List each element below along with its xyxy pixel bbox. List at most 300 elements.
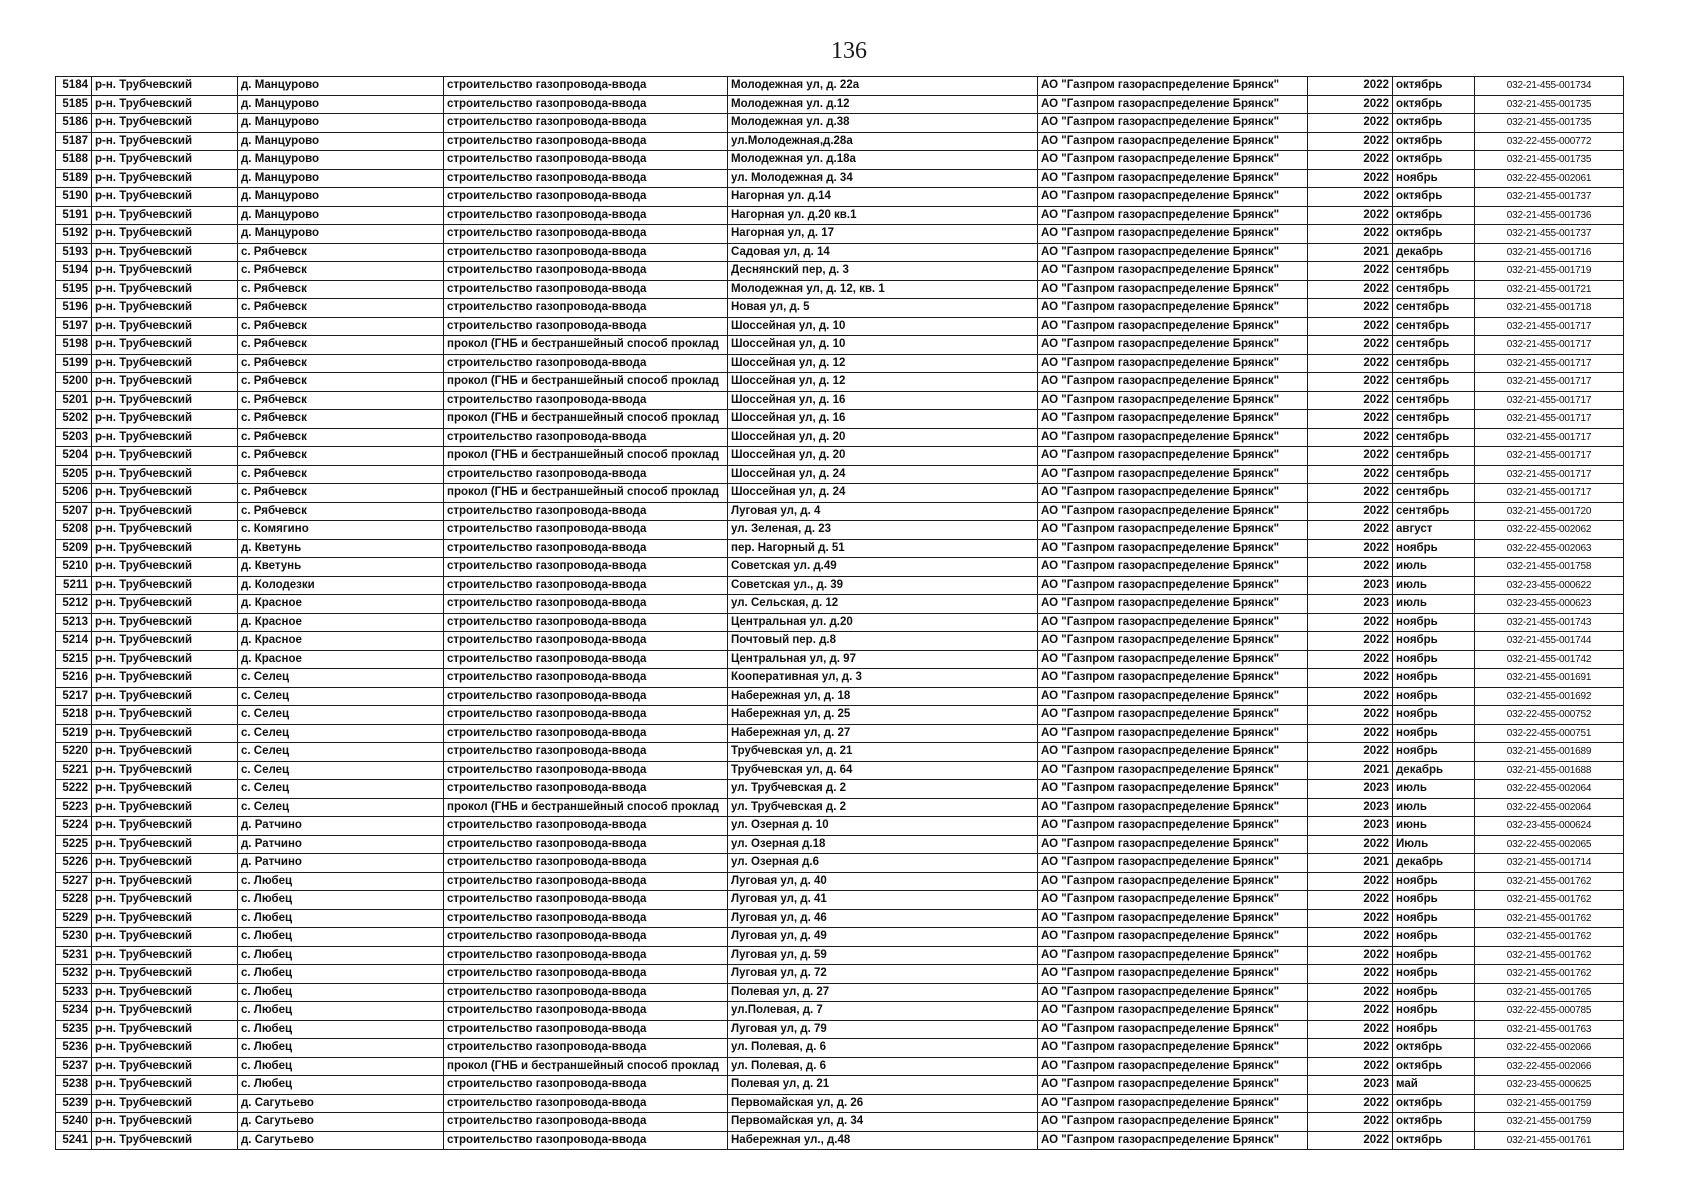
registry-code-cell: 032-21-455-001735 [1475, 95, 1624, 114]
table-row [56, 465, 1624, 484]
month-cell: октябрь [1393, 1057, 1475, 1076]
month-cell: ноябрь [1393, 1002, 1475, 1021]
month-cell: октябрь [1393, 1094, 1475, 1113]
address-cell: Молодежная ул. д.38 [728, 114, 1038, 133]
locality-cell: с. Любец [238, 965, 444, 984]
work-type-cell: строительство газопровода-ввода [444, 817, 728, 836]
district-cell: р-н. Трубчевский [92, 835, 238, 854]
locality-cell: с. Рябчевск [238, 280, 444, 299]
month-cell: июль [1393, 576, 1475, 595]
work-type-cell: строительство газопровода-ввода [444, 188, 728, 207]
address-cell: Шоссейная ул, д. 20 [728, 447, 1038, 466]
registry-code-cell: 032-21-455-001736 [1475, 206, 1624, 225]
address-cell: Кооперативная ул, д. 3 [728, 669, 1038, 688]
row-number-cell: 5187 [56, 132, 92, 151]
address-cell: Молодежная ул. д.12 [728, 95, 1038, 114]
month-cell: декабрь [1393, 854, 1475, 873]
row-number-cell: 5201 [56, 391, 92, 410]
address-cell: Центральная ул. д.20 [728, 613, 1038, 632]
work-type-cell: строительство газопровода-ввода [444, 465, 728, 484]
row-number-cell: 5191 [56, 206, 92, 225]
address-cell: Нагорная ул. д.14 [728, 188, 1038, 207]
locality-cell: д. Ратчино [238, 854, 444, 873]
organization-cell: АО "Газпром газораспределение Брянск" [1038, 817, 1308, 836]
row-number-cell: 5234 [56, 1002, 92, 1021]
address-cell: Шоссейная ул, д. 24 [728, 465, 1038, 484]
district-cell: р-н. Трубчевский [92, 706, 238, 725]
registry-code-cell: 032-22-455-002065 [1475, 835, 1624, 854]
organization-cell: АО "Газпром газораспределение Брянск" [1038, 484, 1308, 503]
district-cell: р-н. Трубчевский [92, 1039, 238, 1058]
locality-cell: с. Комягино [238, 521, 444, 540]
work-type-cell: строительство газопровода-ввода [444, 650, 728, 669]
district-cell: р-н. Трубчевский [92, 928, 238, 947]
table-row [56, 1076, 1624, 1095]
locality-cell: с. Рябчевск [238, 484, 444, 503]
registry-code-cell: 032-21-455-001717 [1475, 410, 1624, 429]
locality-cell: с. Любец [238, 909, 444, 928]
address-cell: Луговая ул, д. 59 [728, 946, 1038, 965]
locality-cell: с. Любец [238, 983, 444, 1002]
work-type-cell: строительство газопровода-ввода [444, 428, 728, 447]
month-cell: ноябрь [1393, 169, 1475, 188]
address-cell: Шоссейная ул, д. 10 [728, 317, 1038, 336]
district-cell: р-н. Трубчевский [92, 1057, 238, 1076]
row-number-cell: 5220 [56, 743, 92, 762]
month-cell: сентябрь [1393, 465, 1475, 484]
month-cell: сентябрь [1393, 502, 1475, 521]
row-number-cell: 5211 [56, 576, 92, 595]
work-type-cell: прокол (ГНБ и бестраншейный способ проклад [444, 410, 728, 429]
table-row [56, 669, 1624, 688]
month-cell: июль [1393, 595, 1475, 614]
district-cell: р-н. Трубчевский [92, 891, 238, 910]
table-row [56, 169, 1624, 188]
row-number-cell: 5204 [56, 447, 92, 466]
year-cell: 2023 [1308, 576, 1393, 595]
district-cell: р-н. Трубчевский [92, 1076, 238, 1095]
table-row [56, 928, 1624, 947]
year-cell: 2022 [1308, 169, 1393, 188]
organization-cell: АО "Газпром газораспределение Брянск" [1038, 558, 1308, 577]
locality-cell: д. Красное [238, 632, 444, 651]
work-type-cell: строительство газопровода-ввода [444, 780, 728, 799]
table-row [56, 743, 1624, 762]
row-number-cell: 5217 [56, 687, 92, 706]
row-number-cell: 5189 [56, 169, 92, 188]
year-cell: 2022 [1308, 114, 1393, 133]
organization-cell: АО "Газпром газораспределение Брянск" [1038, 262, 1308, 281]
registry-code-cell: 032-21-455-001759 [1475, 1113, 1624, 1132]
page-number: 136 [831, 38, 867, 64]
organization-cell: АО "Газпром газораспределение Брянск" [1038, 965, 1308, 984]
organization-cell: АО "Газпром газораспределение Брянск" [1038, 1020, 1308, 1039]
year-cell: 2022 [1308, 632, 1393, 651]
work-type-cell: строительство газопровода-ввода [444, 576, 728, 595]
registry-code-cell: 032-21-455-001688 [1475, 761, 1624, 780]
address-cell: ул. Полевая, д. 6 [728, 1057, 1038, 1076]
address-cell: Нагорная ул, д. 17 [728, 225, 1038, 244]
month-cell: октябрь [1393, 1131, 1475, 1150]
work-type-cell: прокол (ГНБ и бестраншейный способ проклад [444, 336, 728, 355]
table-row [56, 243, 1624, 262]
locality-cell: д. Ратчино [238, 817, 444, 836]
district-cell: р-н. Трубчевский [92, 539, 238, 558]
row-number-cell: 5184 [56, 77, 92, 96]
row-number-cell: 5238 [56, 1076, 92, 1095]
organization-cell: АО "Газпром газораспределение Брянск" [1038, 243, 1308, 262]
year-cell: 2022 [1308, 521, 1393, 540]
work-type-cell: строительство газопровода-ввода [444, 669, 728, 688]
registry-code-cell: 032-21-455-001717 [1475, 354, 1624, 373]
organization-cell: АО "Газпром газораспределение Брянск" [1038, 77, 1308, 96]
month-cell: май [1393, 1076, 1475, 1095]
organization-cell: АО "Газпром газораспределение Брянск" [1038, 206, 1308, 225]
locality-cell: с. Селец [238, 687, 444, 706]
organization-cell: АО "Газпром газораспределение Брянск" [1038, 169, 1308, 188]
table-row [56, 613, 1624, 632]
year-cell: 2022 [1308, 650, 1393, 669]
table-row [56, 502, 1624, 521]
year-cell: 2022 [1308, 1039, 1393, 1058]
table-row [56, 539, 1624, 558]
year-cell: 2023 [1308, 595, 1393, 614]
registry-code-cell: 032-21-455-001762 [1475, 909, 1624, 928]
row-number-cell: 5227 [56, 872, 92, 891]
table-row [56, 872, 1624, 891]
table-row [56, 835, 1624, 854]
address-cell: ул. Зеленая, д. 23 [728, 521, 1038, 540]
row-number-cell: 5192 [56, 225, 92, 244]
registry-code-cell: 032-21-455-001717 [1475, 447, 1624, 466]
locality-cell: д. Красное [238, 613, 444, 632]
month-cell: ноябрь [1393, 946, 1475, 965]
year-cell: 2022 [1308, 1057, 1393, 1076]
organization-cell: АО "Газпром газораспределение Брянск" [1038, 114, 1308, 133]
district-cell: р-н. Трубчевский [92, 687, 238, 706]
address-cell: Нагорная ул. д.20 кв.1 [728, 206, 1038, 225]
district-cell: р-н. Трубчевский [92, 854, 238, 873]
registry-code-cell: 032-21-455-001717 [1475, 317, 1624, 336]
month-cell: сентябрь [1393, 447, 1475, 466]
registry-code-cell: 032-21-455-001717 [1475, 336, 1624, 355]
month-cell: сентябрь [1393, 280, 1475, 299]
locality-cell: с. Селец [238, 724, 444, 743]
district-cell: р-н. Трубчевский [92, 724, 238, 743]
work-type-cell: строительство газопровода-ввода [444, 1076, 728, 1095]
locality-cell: с. Любец [238, 1057, 444, 1076]
organization-cell: АО "Газпром газораспределение Брянск" [1038, 909, 1308, 928]
registry-code-cell: 032-21-455-001717 [1475, 391, 1624, 410]
table-row [56, 114, 1624, 133]
organization-cell: АО "Газпром газораспределение Брянск" [1038, 761, 1308, 780]
year-cell: 2021 [1308, 243, 1393, 262]
organization-cell: АО "Газпром газораспределение Брянск" [1038, 1094, 1308, 1113]
year-cell: 2022 [1308, 447, 1393, 466]
locality-cell: д. Ратчино [238, 835, 444, 854]
work-type-cell: строительство газопровода-ввода [444, 317, 728, 336]
month-cell: сентябрь [1393, 317, 1475, 336]
district-cell: р-н. Трубчевский [92, 465, 238, 484]
year-cell: 2022 [1308, 354, 1393, 373]
registry-code-cell: 032-21-455-001691 [1475, 669, 1624, 688]
address-cell: ул. Полевая, д. 6 [728, 1039, 1038, 1058]
address-cell: ул. Озерная д. 10 [728, 817, 1038, 836]
year-cell: 2022 [1308, 206, 1393, 225]
address-cell: Центральная ул, д. 97 [728, 650, 1038, 669]
address-cell: ул. Озерная д.18 [728, 835, 1038, 854]
organization-cell: АО "Газпром газораспределение Брянск" [1038, 336, 1308, 355]
table-row [56, 77, 1624, 96]
table-row [56, 576, 1624, 595]
district-cell: р-н. Трубчевский [92, 1002, 238, 1021]
year-cell: 2022 [1308, 558, 1393, 577]
row-number-cell: 5232 [56, 965, 92, 984]
address-cell: Шоссейная ул, д. 12 [728, 373, 1038, 392]
address-cell: Деснянский пер, д. 3 [728, 262, 1038, 281]
month-cell: сентябрь [1393, 299, 1475, 318]
work-type-cell: строительство газопровода-ввода [444, 132, 728, 151]
address-cell: Полевая ул, д. 21 [728, 1076, 1038, 1095]
month-cell: ноябрь [1393, 669, 1475, 688]
locality-cell: с. Рябчевск [238, 465, 444, 484]
locality-cell: с. Селец [238, 706, 444, 725]
registry-code-cell: 032-21-455-001744 [1475, 632, 1624, 651]
locality-cell: д. Манцурово [238, 132, 444, 151]
address-cell: Шоссейная ул, д. 16 [728, 391, 1038, 410]
table-row [56, 521, 1624, 540]
district-cell: р-н. Трубчевский [92, 410, 238, 429]
organization-cell: АО "Газпром газораспределение Брянск" [1038, 946, 1308, 965]
address-cell: Шоссейная ул, д. 20 [728, 428, 1038, 447]
work-type-cell: строительство газопровода-ввода [444, 835, 728, 854]
work-type-cell: строительство газопровода-ввода [444, 872, 728, 891]
table-row [56, 336, 1624, 355]
month-cell: ноябрь [1393, 650, 1475, 669]
row-number-cell: 5198 [56, 336, 92, 355]
district-cell: р-н. Трубчевский [92, 1094, 238, 1113]
work-type-cell: строительство газопровода-ввода [444, 632, 728, 651]
work-type-cell: строительство газопровода-ввода [444, 354, 728, 373]
registry-code-cell: 032-23-455-000624 [1475, 817, 1624, 836]
month-cell: ноябрь [1393, 743, 1475, 762]
table-row [56, 132, 1624, 151]
address-cell: Луговая ул, д. 79 [728, 1020, 1038, 1039]
month-cell: ноябрь [1393, 724, 1475, 743]
registry-code-cell: 032-21-455-001714 [1475, 854, 1624, 873]
table-row [56, 280, 1624, 299]
table-row [56, 595, 1624, 614]
district-cell: р-н. Трубчевский [92, 502, 238, 521]
table-row [56, 1039, 1624, 1058]
registry-code-cell: 032-22-455-002063 [1475, 539, 1624, 558]
address-cell: пер. Нагорный д. 51 [728, 539, 1038, 558]
month-cell: август [1393, 521, 1475, 540]
table-row [56, 891, 1624, 910]
year-cell: 2022 [1308, 132, 1393, 151]
month-cell: октябрь [1393, 114, 1475, 133]
row-number-cell: 5215 [56, 650, 92, 669]
month-cell: сентябрь [1393, 262, 1475, 281]
year-cell: 2022 [1308, 1131, 1393, 1150]
registry-code-cell: 032-21-455-001718 [1475, 299, 1624, 318]
registry-code-cell: 032-23-455-000625 [1475, 1076, 1624, 1095]
address-cell: Луговая ул, д. 4 [728, 502, 1038, 521]
locality-cell: д. Колодезки [238, 576, 444, 595]
month-cell: ноябрь [1393, 1020, 1475, 1039]
locality-cell: д. Манцурово [238, 77, 444, 96]
month-cell: сентябрь [1393, 410, 1475, 429]
table-row [56, 687, 1624, 706]
locality-cell: д. Сагутьево [238, 1094, 444, 1113]
year-cell: 2022 [1308, 225, 1393, 244]
organization-cell: АО "Газпром газораспределение Брянск" [1038, 928, 1308, 947]
locality-cell: д. Манцурово [238, 114, 444, 133]
address-cell: Луговая ул, д. 46 [728, 909, 1038, 928]
month-cell: октябрь [1393, 1039, 1475, 1058]
organization-cell: АО "Газпром газораспределение Брянск" [1038, 410, 1308, 429]
registry-code-cell: 032-21-455-001737 [1475, 188, 1624, 207]
district-cell: р-н. Трубчевский [92, 299, 238, 318]
district-cell: р-н. Трубчевский [92, 317, 238, 336]
year-cell: 2022 [1308, 1094, 1393, 1113]
address-cell: Почтовый пер. д.8 [728, 632, 1038, 651]
work-type-cell: строительство газопровода-ввода [444, 225, 728, 244]
work-type-cell: строительство газопровода-ввода [444, 854, 728, 873]
work-type-cell: строительство газопровода-ввода [444, 909, 728, 928]
organization-cell: АО "Газпром газораспределение Брянск" [1038, 132, 1308, 151]
month-cell: ноябрь [1393, 706, 1475, 725]
work-type-cell: строительство газопровода-ввода [444, 391, 728, 410]
district-cell: р-н. Трубчевский [92, 151, 238, 170]
table-row [56, 946, 1624, 965]
locality-cell: с. Рябчевск [238, 317, 444, 336]
organization-cell: АО "Газпром газораспределение Брянск" [1038, 1039, 1308, 1058]
work-type-cell: прокол (ГНБ и бестраншейный способ проклад [444, 447, 728, 466]
district-cell: р-н. Трубчевский [92, 132, 238, 151]
table-row [56, 780, 1624, 799]
district-cell: р-н. Трубчевский [92, 595, 238, 614]
row-number-cell: 5199 [56, 354, 92, 373]
work-type-cell: строительство газопровода-ввода [444, 613, 728, 632]
locality-cell: с. Селец [238, 669, 444, 688]
row-number-cell: 5237 [56, 1057, 92, 1076]
registry-code-cell: 032-21-455-001761 [1475, 1131, 1624, 1150]
year-cell: 2022 [1308, 983, 1393, 1002]
work-type-cell: строительство газопровода-ввода [444, 262, 728, 281]
district-cell: р-н. Трубчевский [92, 243, 238, 262]
registry-code-cell: 032-21-455-001721 [1475, 280, 1624, 299]
year-cell: 2022 [1308, 151, 1393, 170]
locality-cell: с. Любец [238, 1020, 444, 1039]
year-cell: 2022 [1308, 835, 1393, 854]
year-cell: 2022 [1308, 706, 1393, 725]
row-number-cell: 5205 [56, 465, 92, 484]
year-cell: 2022 [1308, 946, 1393, 965]
work-type-cell: строительство газопровода-ввода [444, 928, 728, 947]
registry-code-cell: 032-21-455-001762 [1475, 965, 1624, 984]
locality-cell: д. Сагутьево [238, 1131, 444, 1150]
address-cell: Набережная ул, д. 18 [728, 687, 1038, 706]
organization-cell: АО "Газпром газораспределение Брянск" [1038, 687, 1308, 706]
work-type-cell: строительство газопровода-ввода [444, 521, 728, 540]
row-number-cell: 5226 [56, 854, 92, 873]
address-cell: ул. Сельская, д. 12 [728, 595, 1038, 614]
year-cell: 2022 [1308, 77, 1393, 96]
month-cell: сентябрь [1393, 336, 1475, 355]
month-cell: октябрь [1393, 188, 1475, 207]
locality-cell: с. Рябчевск [238, 299, 444, 318]
row-number-cell: 5208 [56, 521, 92, 540]
locality-cell: д. Манцурово [238, 188, 444, 207]
row-number-cell: 5228 [56, 891, 92, 910]
year-cell: 2022 [1308, 539, 1393, 558]
address-cell: Молодежная ул, д. 22а [728, 77, 1038, 96]
address-cell: Набережная ул, д. 25 [728, 706, 1038, 725]
registry-code-cell: 032-22-455-000772 [1475, 132, 1624, 151]
address-cell: Шоссейная ул, д. 10 [728, 336, 1038, 355]
work-type-cell: строительство газопровода-ввода [444, 1094, 728, 1113]
district-cell: р-н. Трубчевский [92, 336, 238, 355]
registry-code-cell: 032-21-455-001689 [1475, 743, 1624, 762]
district-cell: р-н. Трубчевский [92, 95, 238, 114]
address-cell: ул.Молодежная,д.28а [728, 132, 1038, 151]
address-cell: ул.Полевая, д. 7 [728, 1002, 1038, 1021]
month-cell: июнь [1393, 817, 1475, 836]
registry-code-cell: 032-22-455-002061 [1475, 169, 1624, 188]
table-row [56, 354, 1624, 373]
year-cell: 2023 [1308, 1076, 1393, 1095]
work-type-cell: строительство газопровода-ввода [444, 243, 728, 262]
year-cell: 2022 [1308, 391, 1393, 410]
row-number-cell: 5216 [56, 669, 92, 688]
table-row [56, 484, 1624, 503]
year-cell: 2022 [1308, 909, 1393, 928]
address-cell: Молодежная ул, д. 12, кв. 1 [728, 280, 1038, 299]
table-row [56, 317, 1624, 336]
address-cell: Первомайская ул, д. 26 [728, 1094, 1038, 1113]
locality-cell: с. Любец [238, 872, 444, 891]
work-type-cell: строительство газопровода-ввода [444, 1113, 728, 1132]
district-cell: р-н. Трубчевский [92, 262, 238, 281]
district-cell: р-н. Трубчевский [92, 798, 238, 817]
work-type-cell: строительство газопровода-ввода [444, 983, 728, 1002]
month-cell: июль [1393, 798, 1475, 817]
organization-cell: АО "Газпром газораспределение Брянск" [1038, 95, 1308, 114]
organization-cell: АО "Газпром газораспределение Брянск" [1038, 188, 1308, 207]
registry-code-cell: 032-21-455-001717 [1475, 428, 1624, 447]
registry-code-cell: 032-22-455-000785 [1475, 1002, 1624, 1021]
locality-cell: д. Кветунь [238, 539, 444, 558]
registry-code-cell: 032-21-455-001719 [1475, 262, 1624, 281]
month-cell: октябрь [1393, 225, 1475, 244]
table-row [56, 262, 1624, 281]
row-number-cell: 5196 [56, 299, 92, 318]
year-cell: 2023 [1308, 817, 1393, 836]
work-type-cell: строительство газопровода-ввода [444, 1039, 728, 1058]
organization-cell: АО "Газпром газораспределение Брянск" [1038, 299, 1308, 318]
district-cell: р-н. Трубчевский [92, 1020, 238, 1039]
address-cell: Советская ул. д.49 [728, 558, 1038, 577]
registry-code-cell: 032-21-455-001743 [1475, 613, 1624, 632]
month-cell: июль [1393, 558, 1475, 577]
row-number-cell: 5194 [56, 262, 92, 281]
organization-cell: АО "Газпром газораспределение Брянск" [1038, 354, 1308, 373]
month-cell: сентябрь [1393, 373, 1475, 392]
address-cell: Луговая ул, д. 41 [728, 891, 1038, 910]
year-cell: 2022 [1308, 299, 1393, 318]
work-type-cell: строительство газопровода-ввода [444, 151, 728, 170]
